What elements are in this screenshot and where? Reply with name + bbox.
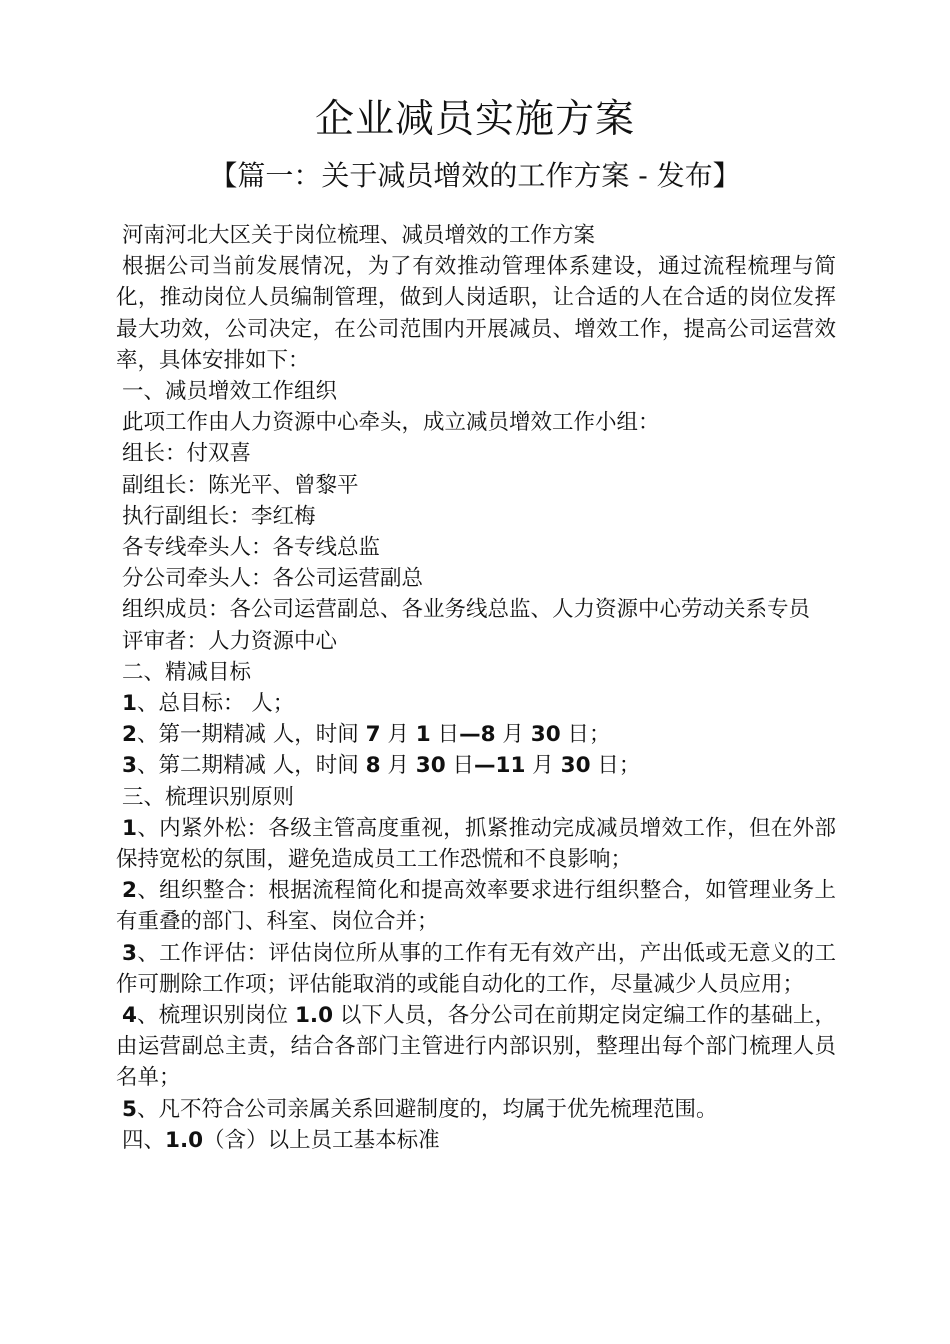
date-month: 8	[365, 753, 381, 779]
item-text: 月	[495, 722, 531, 748]
item-text: 日；	[590, 753, 641, 779]
item-number: 2	[122, 722, 137, 748]
item-text: 、梳理识别岗位	[136, 1003, 295, 1029]
grade-value: 1.0	[294, 1003, 334, 1029]
item-text: 、凡不符合公司亲属关系回避制度的，均属于优先梳理范围。	[136, 1096, 718, 1122]
item-text: 月	[380, 753, 416, 779]
date-day: 1	[415, 722, 431, 748]
item-text: 日	[430, 722, 460, 748]
heading-suffix: （含）以上员工基本标准	[203, 1127, 440, 1153]
group-members: 组织成员：各公司运营副总、各业务线总监、人力资源中心劳动关系专员	[122, 597, 811, 623]
heading-prefix: 四、	[122, 1127, 166, 1153]
document-body	[116, 220, 836, 1156]
section4-heading	[116, 1125, 836, 1156]
date-day: 30	[415, 753, 446, 779]
target-item	[116, 719, 836, 750]
group-leader: 组长：付双喜	[122, 441, 252, 467]
section1-lead: 此项工作由人力资源中心牵头，成立减员增效工作小组：	[122, 410, 660, 436]
item-number: 4	[122, 1003, 137, 1029]
intro-heading: 河南河北大区关于岗位梳理、减员增效的工作方案	[122, 223, 596, 248]
item-text: 、工作评估：评估岗位所从事的工作有无有效产出，产出低或无意义的工作可删除工作项；评估能取消的或能自动化的工作，尽量减少人员应用；	[116, 940, 836, 997]
item-text: 日	[445, 753, 475, 779]
item-number: 3	[122, 753, 137, 779]
principle-item	[116, 1000, 836, 1094]
section2-heading: 二、精减目标	[122, 659, 252, 685]
item-text: 、内紧外松：各级主管高度重视，抓紧推动完成减员增效工作，但在外部保持宽松的氛围，避免造成员工工作恐慌和不良影响；	[116, 815, 836, 873]
document-title: 企业减员实施方案	[314, 97, 635, 142]
principle-item	[116, 938, 836, 1000]
document-subtitle: 【篇一：关于减员增效的工作方案 - 发布】	[209, 159, 741, 192]
item-text: 、第一期精减 人，时间	[136, 722, 366, 748]
date-month: 7	[365, 722, 381, 748]
date-range: —11	[474, 753, 526, 779]
date-range: —8	[459, 722, 496, 748]
group-reviewer: 评审者：人力资源中心	[122, 628, 338, 654]
target-item	[116, 688, 836, 719]
group-deputy: 副组长：陈光平、曾黎平	[122, 472, 359, 498]
item-text: 、总目标： 人；	[136, 691, 295, 717]
line-heads: 各专线牵头人：各专线总监	[122, 535, 381, 561]
principle-item	[116, 875, 836, 937]
target-item	[116, 750, 836, 781]
section1-heading: 一、减员增效工作组织	[122, 379, 338, 405]
section3-heading: 三、梳理识别原则	[122, 784, 295, 810]
item-text: 月	[380, 722, 416, 748]
group-exec-deputy: 执行副组长：李红梅	[122, 503, 316, 529]
item-number: 1	[122, 691, 137, 717]
item-number: 1	[122, 815, 137, 841]
item-text: 日；	[560, 722, 611, 748]
principle-item	[116, 1094, 836, 1125]
date-day: 30	[560, 753, 591, 779]
branch-heads: 分公司牵头人：各公司运营副总	[122, 566, 424, 592]
item-text: 以下人员，各分公司在前期定岗定编工作的基础上，由运营副总主责，结合各部门主管进行内部识别，整理出每个部门梳理人员名单；	[116, 1003, 836, 1091]
item-number: 2	[122, 878, 137, 904]
item-number: 3	[122, 940, 137, 966]
principle-item	[116, 813, 836, 875]
grade-value: 1.0	[165, 1127, 204, 1153]
item-number: 5	[122, 1096, 137, 1122]
date-day: 30	[530, 722, 561, 748]
item-text: 月	[525, 753, 561, 779]
item-text: 、组织整合：根据流程简化和提高效率要求进行组织整合，如管理业务上有重叠的部门、科室、岗位合并；	[116, 878, 836, 935]
intro-paragraph: 根据公司当前发展情况，为了有效推动管理体系建设，通过流程梳理与简化，推动岗位人员编制管理，做到人岗适职，让合适的人在合适的岗位发挥最大功效，公司决定，在公司范围内开展减员、增效工作，提高公司运营效率，具体安排如下：	[116, 254, 836, 373]
item-text: 、第二期精减 人，时间	[136, 753, 366, 779]
